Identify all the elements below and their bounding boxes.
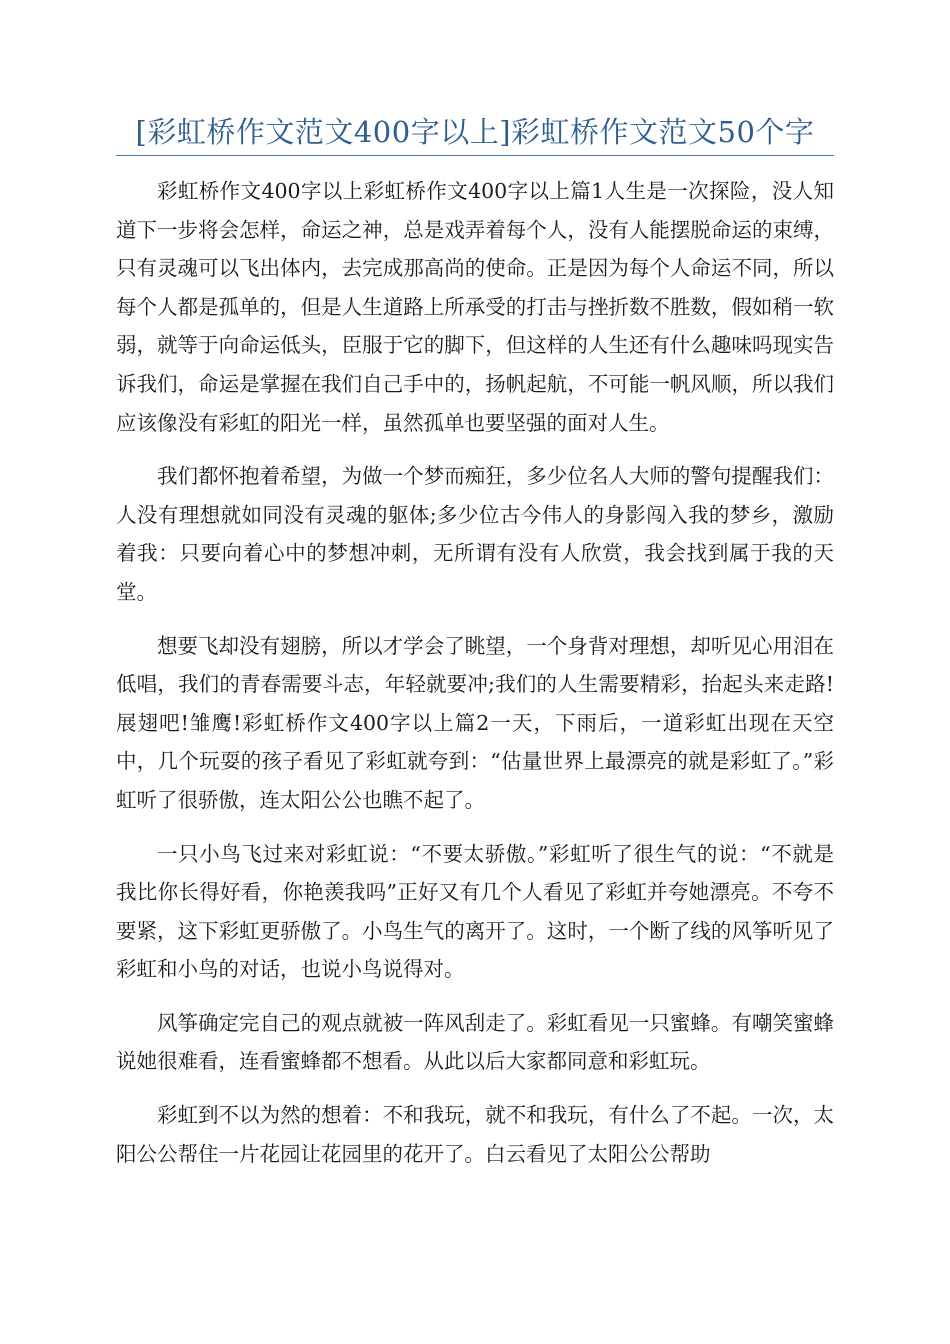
paragraph-3: 想要飞却没有翅膀，所以才学会了眺望，一个身背对理想，却听见心用泪在低唱，我们的青春需要斗志，年轻就要冲;我们的人生需要精彩，抬起头来走路!展翅吧!雏鹰!彩虹桥作文400字以上篇2一天，下雨后，一道彩虹出现在天空中，几个玩耍的孩子看见了彩虹就夸到：“估量世界上最漂亮的就是彩虹了。”彩虹听了很骄傲，连太阳公公也瞧不起了。 [116,633,834,812]
paragraph-6: 彩虹到不以为然的想着：不和我玩，就不和我玩，有什么了不起。一次，太阳公公帮住一片花园让花园里的花开了。白云看见了太阳公公帮助 [116,1103,834,1166]
document-title: [彩虹桥作文范文400字以上]彩虹桥作文范文50个字 [135,115,815,149]
paragraph-4: 一只小鸟飞过来对彩虹说：“不要太骄傲。”彩虹听了很生气的说：“不就是我比你长得好看，你艳羡我吗”正好又有几个人看见了彩虹并夸她漂亮。不夸不要紧，这下彩虹更骄傲了。小鸟生气的离开了。这时，一个断了线的风筝听见了彩虹和小鸟的对话，也说小鸟说得对。 [116,841,834,982]
paragraph-5: 风筝确定完自己的观点就被一阵风刮走了。彩虹看见一只蜜蜂。有嘲笑蜜蜂说她很难看，连看蜜蜂都不想看。从此以后大家都同意和彩虹玩。 [116,1010,834,1074]
document-body [116,172,834,1188]
paragraph-2: 我们都怀抱着希望，为做一个梦而痴狂，多少位名人大师的警句提醒我们：人没有理想就如同没有灵魂的躯体;多少位古今伟人的身影闯入我的梦乡，激励着我：只要向着心中的梦想冲刺，无所谓有没有人欣赏，我会找到属于我的天堂。 [116,464,834,604]
title-underline [116,155,834,156]
paragraph-1: 彩虹桥作文400字以上彩虹桥作文400字以上篇1人生是一次探险，没人知道下一步将会怎样，命运之神，总是戏弄着每个人，没有人能摆脱命运的束缚，只有灵魂可以飞出体内，去完成那高尚的使命。正是因为每个人命运不同，所以每个人都是孤单的，但是人生道路上所承受的打击与挫折数不胜数，假如稍一软弱，就等于向命运低头，臣服于它的脚下，但这样的人生还有什么趣味吗现实告诉我们，命运是掌握在我们自己手中的，扬帆起航，不可能一帆风顺，所以我们应该像没有彩虹的阳光一样，虽然孤单也要坚强的面对人生。 [116,179,834,435]
